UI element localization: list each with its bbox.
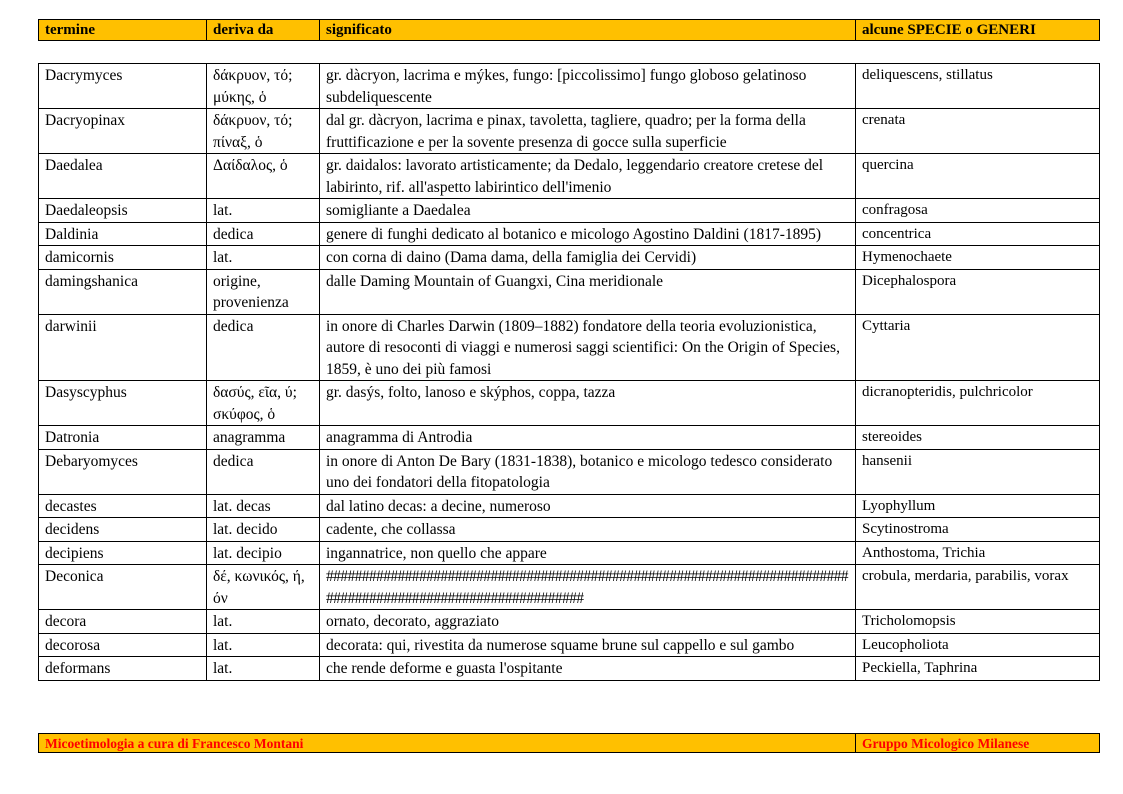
meaning-cell: in onore di Anton De Bary (1831-1838), botanico e micologo tedesco considerato uno dei fondatori della fitopatologia — [320, 449, 856, 494]
term-cell: Dacryopinax — [39, 109, 207, 154]
term-cell: deformans — [39, 657, 207, 681]
table-row — [39, 64, 1100, 109]
species-cell: Scytinostroma — [856, 518, 1100, 542]
species-cell: Cyttaria — [856, 314, 1100, 381]
derivation-cell: dedica — [207, 222, 320, 246]
header-significato: significato — [320, 20, 856, 41]
footer-group: Gruppo Micologico Milanese — [856, 734, 1100, 753]
derivation-cell: δασύς, εῖα, ύ; σκύφος, ὁ — [207, 381, 320, 426]
term-cell: decidens — [39, 518, 207, 542]
species-cell: Dicephalospora — [856, 269, 1100, 314]
term-cell: Debaryomyces — [39, 449, 207, 494]
species-cell: Hymenochaete — [856, 246, 1100, 270]
table-row — [39, 494, 1100, 518]
glossary-table — [38, 63, 1100, 681]
meaning-cell: ############################################################################################################# — [320, 565, 856, 610]
term-cell: decipiens — [39, 541, 207, 565]
derivation-cell: dedica — [207, 449, 320, 494]
meaning-cell: anagramma di Antrodia — [320, 426, 856, 450]
species-cell: Lyophyllum — [856, 494, 1100, 518]
header-row — [39, 20, 1100, 41]
derivation-cell: δάκρυον, τό; πίναξ, ὁ — [207, 109, 320, 154]
derivation-cell: lat. — [207, 633, 320, 657]
derivation-cell: lat. decido — [207, 518, 320, 542]
table-row — [39, 541, 1100, 565]
meaning-cell: ornato, decorato, aggraziato — [320, 610, 856, 634]
table-row — [39, 381, 1100, 426]
meaning-cell: dal latino decas: a decine, numeroso — [320, 494, 856, 518]
table-row — [39, 657, 1100, 681]
meaning-cell: ingannatrice, non quello che appare — [320, 541, 856, 565]
term-cell: Deconica — [39, 565, 207, 610]
table-row — [39, 565, 1100, 610]
term-cell: damicornis — [39, 246, 207, 270]
derivation-cell: anagramma — [207, 426, 320, 450]
species-cell: Peckiella, Taphrina — [856, 657, 1100, 681]
table-row — [39, 633, 1100, 657]
meaning-cell: in onore di Charles Darwin (1809–1882) fondatore della teoria evoluzionistica, autore di resoconti di viaggi e numerosi saggi scientifici: On the Origin of Species, 1859, è uno dei più famosi — [320, 314, 856, 381]
derivation-cell: lat. — [207, 199, 320, 223]
footer-row — [39, 734, 1100, 753]
meaning-cell: gr. dasýs, folto, lanoso e skýphos, coppa, tazza — [320, 381, 856, 426]
table-row — [39, 199, 1100, 223]
term-cell: decora — [39, 610, 207, 634]
derivation-cell: lat. — [207, 657, 320, 681]
table-row — [39, 314, 1100, 381]
derivation-cell: Δαίδαλος, ὁ — [207, 154, 320, 199]
meaning-cell: somigliante a Daedalea — [320, 199, 856, 223]
meaning-cell: dalle Daming Mountain of Guangxi, Cina meridionale — [320, 269, 856, 314]
derivation-cell: δάκρυον, τό; μύκης, ὁ — [207, 64, 320, 109]
meaning-cell: con corna di daino (Dama dama, della famiglia dei Cervidi) — [320, 246, 856, 270]
term-cell: Dasyscyphus — [39, 381, 207, 426]
table-row — [39, 154, 1100, 199]
table-row — [39, 269, 1100, 314]
derivation-cell: lat. — [207, 610, 320, 634]
species-cell: stereoides — [856, 426, 1100, 450]
footer-author: Micoetimologia a cura di Francesco Montani — [39, 734, 856, 753]
derivation-cell: δέ, κωνικός, ή, όν — [207, 565, 320, 610]
header-specie-generi: alcune SPECIE o GENERI — [856, 20, 1100, 41]
term-cell: decastes — [39, 494, 207, 518]
table-row — [39, 222, 1100, 246]
species-cell: confragosa — [856, 199, 1100, 223]
derivation-cell: dedica — [207, 314, 320, 381]
species-cell: dicranopteridis, pulchricolor — [856, 381, 1100, 426]
term-cell: Daedalea — [39, 154, 207, 199]
species-cell: Leucopholiota — [856, 633, 1100, 657]
table-row — [39, 109, 1100, 154]
header-deriva-da: deriva da — [207, 20, 320, 41]
species-cell: crenata — [856, 109, 1100, 154]
header-termine: termine — [39, 20, 207, 41]
table-row — [39, 449, 1100, 494]
header-table — [38, 19, 1100, 41]
term-cell: Daedaleopsis — [39, 199, 207, 223]
term-cell: Daldinia — [39, 222, 207, 246]
species-cell: Anthostoma, Trichia — [856, 541, 1100, 565]
derivation-cell: lat. — [207, 246, 320, 270]
table-row — [39, 518, 1100, 542]
derivation-cell: lat. decipio — [207, 541, 320, 565]
footer-table — [38, 733, 1100, 753]
meaning-cell: gr. daidalos: lavorato artisticamente; da Dedalo, leggendario creatore cretese del labirinto, rif. all'aspetto labirintico dell'imenio — [320, 154, 856, 199]
meaning-cell: gr. dàcryon, lacrima e mýkes, fungo: [piccolissimo] fungo globoso gelatinoso subdeliquescente — [320, 64, 856, 109]
term-cell: damingshanica — [39, 269, 207, 314]
table-row — [39, 426, 1100, 450]
term-cell: Datronia — [39, 426, 207, 450]
table-row — [39, 610, 1100, 634]
term-cell: decorosa — [39, 633, 207, 657]
species-cell: quercina — [856, 154, 1100, 199]
term-cell: darwinii — [39, 314, 207, 381]
table-row — [39, 246, 1100, 270]
species-cell: Tricholomopsis — [856, 610, 1100, 634]
meaning-cell: che rende deforme e guasta l'ospitante — [320, 657, 856, 681]
meaning-cell: decorata: qui, rivestita da numerose squame brune sul cappello e sul gambo — [320, 633, 856, 657]
meaning-cell: cadente, che collassa — [320, 518, 856, 542]
derivation-cell: origine, provenienza — [207, 269, 320, 314]
species-cell: hansenii — [856, 449, 1100, 494]
meaning-cell: genere di funghi dedicato al botanico e micologo Agostino Daldini (1817-1895) — [320, 222, 856, 246]
species-cell: concentrica — [856, 222, 1100, 246]
term-cell: Dacrymyces — [39, 64, 207, 109]
species-cell: crobula, merdaria, parabilis, vorax — [856, 565, 1100, 610]
meaning-cell: dal gr. dàcryon, lacrima e pinax, tavoletta, tagliere, quadro; per la forma della fruttificazione e per la sovente presenza di gocce sulla superficie — [320, 109, 856, 154]
derivation-cell: lat. decas — [207, 494, 320, 518]
species-cell: deliquescens, stillatus — [856, 64, 1100, 109]
